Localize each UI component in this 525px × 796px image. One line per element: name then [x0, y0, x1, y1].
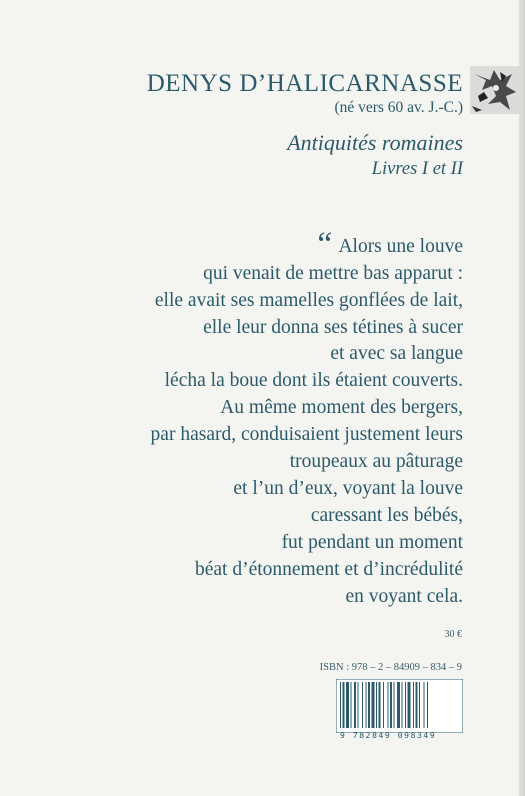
barcode-bar: [383, 682, 384, 728]
barcode-bar: [408, 682, 411, 728]
quote-line: qui venait de mettre bas apparut :: [203, 263, 463, 284]
barcode-bar: [362, 682, 363, 728]
price-label: 30 €: [444, 629, 462, 640]
barcode-bar: [379, 682, 381, 728]
cover-edge: [519, 0, 525, 796]
quote-line: Au même moment des bergers,: [220, 397, 463, 418]
quote-line: en voyant cela.: [345, 586, 463, 607]
barcode-bar: [390, 682, 392, 728]
quote-mark: “: [314, 226, 333, 263]
barcode-digits: 9 782849 098349: [340, 731, 437, 740]
barcode-bar: [397, 682, 400, 728]
book-title: Antiquités romaines: [287, 130, 463, 155]
quote-line: béat d’étonnement et d’incrédulité: [194, 559, 463, 580]
quote-line: et l’un d’eux, voyant la louve: [233, 478, 463, 499]
quote-line: elle avait ses mamelles gonflées de lait,: [154, 290, 463, 311]
barcode-bar: [343, 682, 345, 728]
barcode-bar: [416, 682, 418, 728]
barcode-bar: [358, 682, 359, 728]
barcode-bar: [413, 682, 414, 728]
book-subtitle: Livres I et II: [371, 159, 463, 179]
barcode-bar: [388, 682, 389, 728]
quote-line: lécha la boue dont ils étaient couverts.: [164, 370, 463, 391]
barcode-bar: [368, 682, 370, 728]
barcode-bar: [424, 682, 425, 728]
barcode-bar: [354, 682, 356, 728]
barcode-bar: [402, 682, 403, 728]
quote-line: Alors une louve: [338, 236, 463, 257]
author-name: DENYS D’HALICARNASSE: [146, 70, 463, 97]
author-dates: (né vers 60 av. J.-C.): [334, 99, 463, 116]
owl-logo-icon: [470, 66, 520, 114]
barcode-bar: [351, 682, 352, 728]
barcode-bar: [372, 682, 375, 728]
barcode-bar: [376, 682, 377, 728]
quote-line: elle leur donna ses tétines à sucer: [203, 317, 463, 338]
barcode-bar: [394, 682, 395, 728]
barcode: [336, 679, 463, 733]
barcode-bar: [346, 682, 349, 728]
barcode-bar: [427, 682, 428, 728]
quote-line: par hasard, conduisaient justement leurs: [150, 424, 463, 445]
quote-line: et avec sa langue: [330, 343, 463, 364]
quote-line: caressant les bébés,: [310, 505, 463, 526]
quote-line: troupeaux au pâturage: [289, 451, 463, 472]
barcode-bar: [419, 682, 420, 728]
barcode-bar: [366, 682, 367, 728]
quote-line: fut pendant un moment: [281, 532, 463, 553]
barcode-bar: [405, 682, 406, 728]
isbn-label: ISBN : 978 – 2 – 84909 – 834 – 9: [319, 662, 462, 673]
barcode-bar: [340, 682, 341, 728]
